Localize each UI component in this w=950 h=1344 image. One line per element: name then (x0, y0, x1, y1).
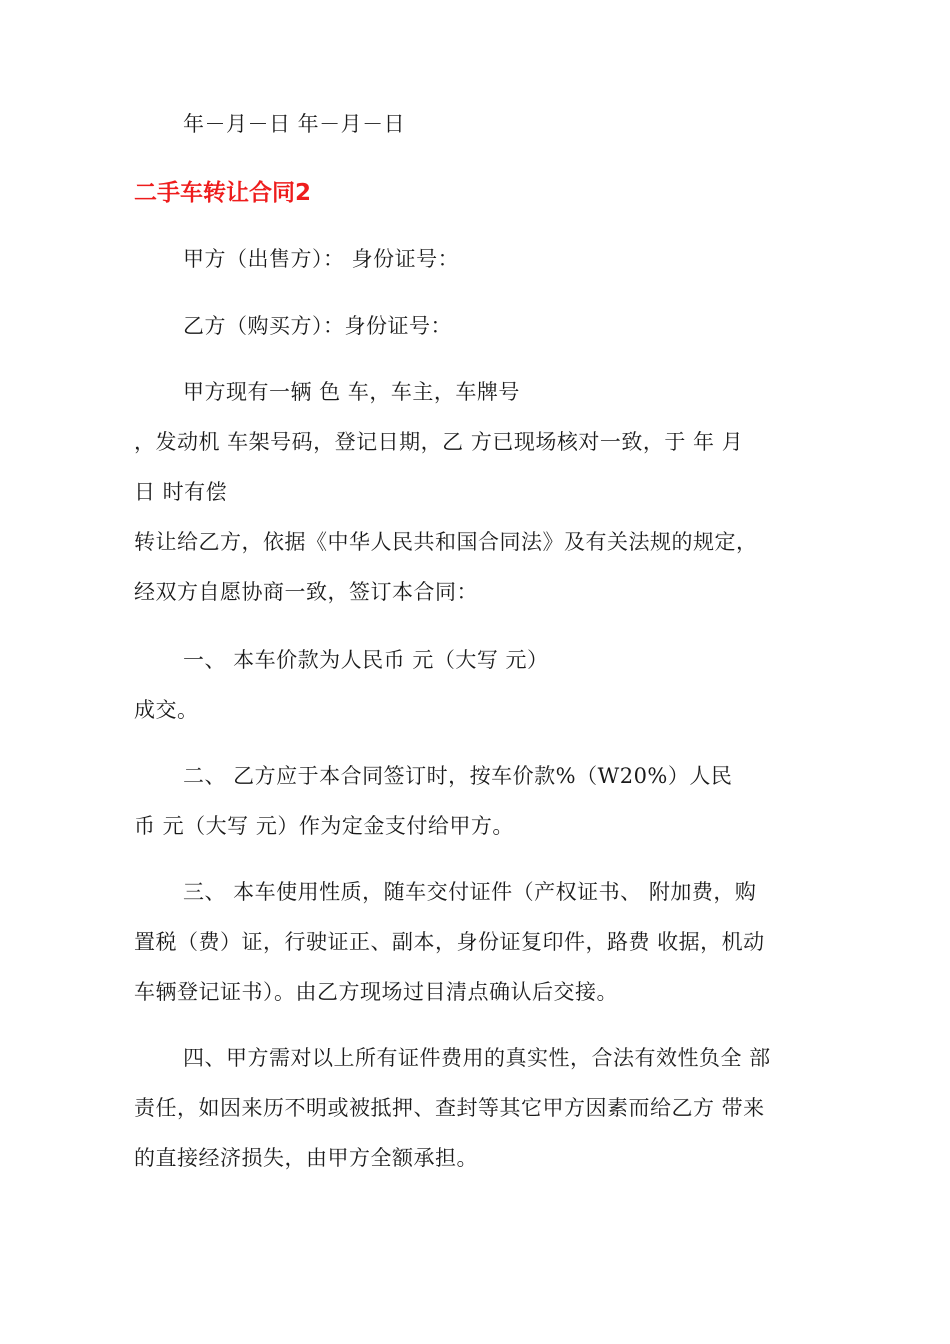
clause-line: 一、 本车价款为人民币 元（大写 元） (183, 648, 549, 672)
intro-line: ，发动机 车架号码，登记日期，乙 方已现场核对一致，于 年 月 (134, 430, 744, 454)
party-b-line: 乙方（购买方）：身份证号： (183, 314, 452, 338)
clause-line: 置税（费）证，行驶证正、副本，身份证复印件，路费 收据，机动 (134, 930, 765, 954)
contract-title: 二手车转让合同2 (134, 180, 312, 206)
clause-line: 币 元（大写 元）作为定金支付给甲方。 (134, 814, 514, 838)
clause-line: 责任，如因来历不明或被抵押、查封等其它甲方因素而给乙方 带来 (134, 1096, 765, 1120)
intro-line: 经双方自愿协商一致，签订本合同： (134, 580, 478, 604)
clause-line: 四、甲方需对以上所有证件费用的真实性，合法有效性负全 部 (183, 1046, 771, 1070)
clause-line: 车辆登记证书）。由乙方现场过目清点确认后交接。 (134, 980, 618, 1004)
clause-line: 三、 本车使用性质，随车交付证件（产权证书、 附加费，购 (183, 880, 757, 904)
signature-dates: 年－月－日 年－月－日 (183, 112, 406, 136)
clause-line: 成交。 (134, 698, 199, 722)
clause-line: 的直接经济损失，由甲方全额承担。 (134, 1146, 478, 1170)
party-a-line: 甲方（出售方）： 身份证号： (183, 247, 460, 271)
clause-line: 二、 乙方应于本合同签订时，按车价款%（W20%）人民 (183, 764, 733, 788)
intro-line: 甲方现有一辆 色 车，车主，车牌号 (183, 380, 520, 404)
intro-line: 转让给乙方，依据《中华人民共和国合同法》及有关法规的规定， (134, 530, 758, 554)
intro-line: 日 时有偿 (134, 480, 228, 504)
